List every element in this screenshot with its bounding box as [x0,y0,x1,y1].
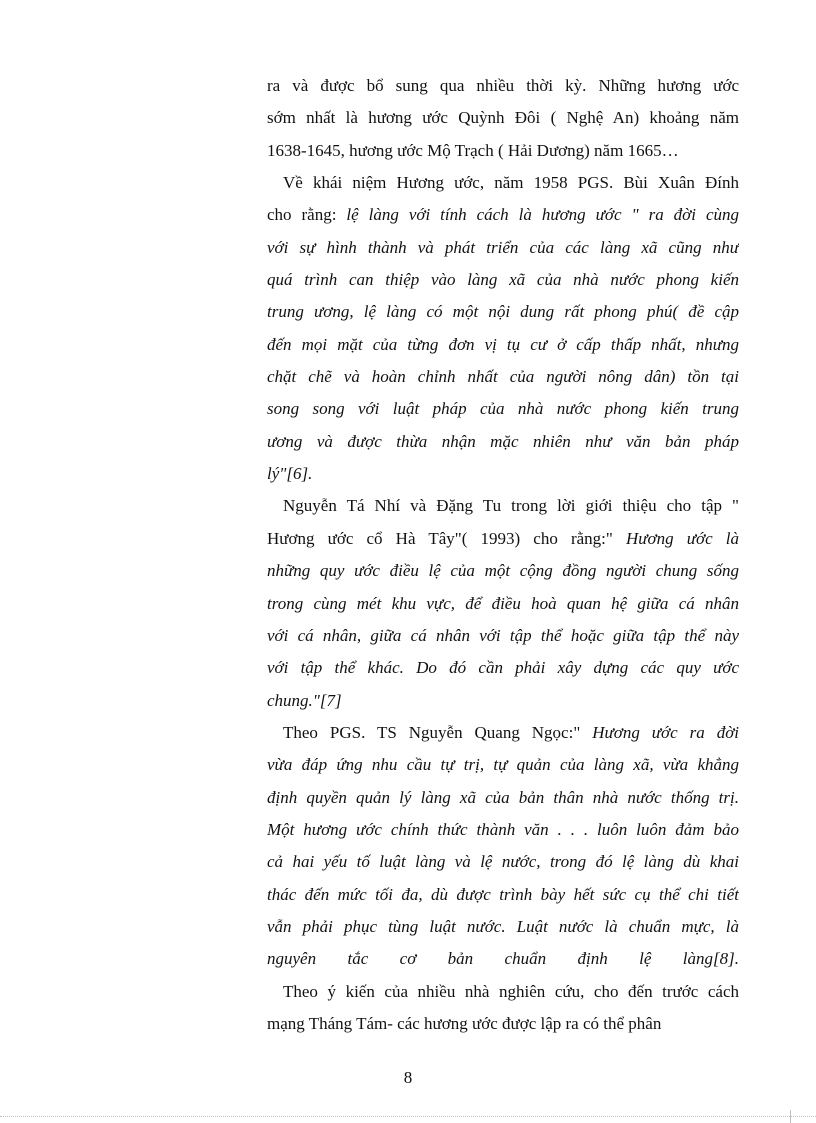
text-line [267,167,739,199]
body-text-segment: Theo PGS. TS Nguyễn Quang Ngọc:" [283,722,593,742]
body-text-segment: Theo ý kiến của nhiều nhà nghiên cứu, cho đến trước cách [283,981,739,1001]
text-line [267,943,739,975]
quoted-text: chặt chẽ và hoàn chỉnh nhất của người nông dân) tồn tại [267,367,739,387]
quoted-text: những quy ước điều lệ của một cộng đồng người chung sống [267,561,739,581]
text-line [267,135,739,167]
quoted-text: với sự hình thành và phát triển của các làng xã cũng như [267,237,739,257]
footer-divider [0,1116,816,1117]
text-line [267,361,739,393]
quoted-text: chung."[7] [267,690,342,710]
text-line [267,555,739,587]
text-line [267,296,739,328]
quoted-text: trong cùng mét khu vực, để điều hoà quan hệ giữa cá nhân [267,593,739,613]
body-text-segment: Về khái niệm Hương ước, năm 1958 PGS. Bùi Xuân Đính [283,173,739,193]
quoted-text: lý"[6]. [267,464,313,484]
quoted-text: vừa đáp ứng nhu cầu tự trị, tự quản của làng xã, vừa khẳng [267,755,739,775]
text-line [267,652,739,684]
quoted-text: nguyên tắc cơ bản chuẩn định lệ làng[8]. [267,949,739,969]
text-line [267,1008,739,1040]
body-text-segment: Hương ước cổ Hà Tây"( 1993) cho rằng:" [267,528,626,548]
quoted-text: định quyền quản lý làng xã của bản thân nhà nước thống trị. [267,787,739,807]
body-text-segment: 1638-1645, hương ước Mộ Trạch ( Hải Dương) năm 1665… [267,140,679,160]
quoted-text: Một hương ước chính thức thành văn . . . luôn luôn đảm bảo [267,819,739,839]
quoted-text: song song với luật pháp của nhà nước phong kiến trung [267,399,739,419]
text-line [267,523,739,555]
text-line [267,814,739,846]
body-text-segment: Nguyễn Tá Nhí và Đặng Tu trong lời giới thiệu cho tập " [283,496,739,516]
text-line [267,749,739,781]
corner-crop-mark [790,1110,805,1123]
text-line [267,685,739,717]
text-line [267,393,739,425]
quoted-text: trung ương, lệ làng có một nội dung rất phong phú( đề cập [267,302,739,322]
body-text [267,70,739,1040]
quoted-text: cả hai yếu tố luật làng và lệ nước, trong đó lệ làng dù khai [267,852,739,872]
text-line [267,588,739,620]
text-line [267,458,739,490]
text-line [267,717,739,749]
text-line [267,426,739,458]
body-text-segment: cho rằng: [267,205,347,225]
text-line [267,976,739,1008]
quoted-text: lệ làng với tính cách là hương ước " ra đời cùng [346,205,739,225]
quoted-text: quá trình can thiệp vào làng xã của nhà nước phong kiến [267,270,739,290]
text-line [267,846,739,878]
text-line [267,329,739,361]
text-line [267,782,739,814]
text-line [267,199,739,231]
text-line [267,620,739,652]
quoted-text: ương và được thừa nhận mặc nhiên như văn bản pháp [267,431,739,451]
quoted-text: thác đến mức tối đa, dù được trình bày hết sức cụ thể chi tiết [267,884,739,904]
text-line [267,70,739,102]
quoted-text: đến mọi mặt của từng đơn vị tụ cư ở cấp thấp nhất, nhưng [267,334,739,354]
page-number: 8 [403,1068,413,1087]
text-line [267,102,739,134]
body-text-segment: ra và được bổ sung qua nhiều thời kỳ. Những hương ước [267,76,739,95]
quoted-text: với tập thể khác. Do đó cần phải xây dựng các quy ước [267,658,739,678]
body-text-segment: sớm nhất là hương ước Quỳnh Đôi ( Nghệ An) khoảng năm [267,108,739,128]
text-line [267,264,739,296]
text-line [267,232,739,264]
text-line [267,490,739,522]
quoted-text: Hương ước ra đời [592,722,739,742]
quoted-text: Hương ước là [625,528,739,548]
quoted-text: với cá nhân, giữa cá nhân với tập thể hoặc giữa tập thể này [267,625,739,645]
text-line [267,879,739,911]
quoted-text: vẫn phải phục tùng luật nước. Luật nước là chuẩn mực, là [267,916,739,936]
body-text-segment: mạng Tháng Tám- các hương ước được lập ra có thể phân [267,1013,662,1033]
text-line [267,911,739,943]
